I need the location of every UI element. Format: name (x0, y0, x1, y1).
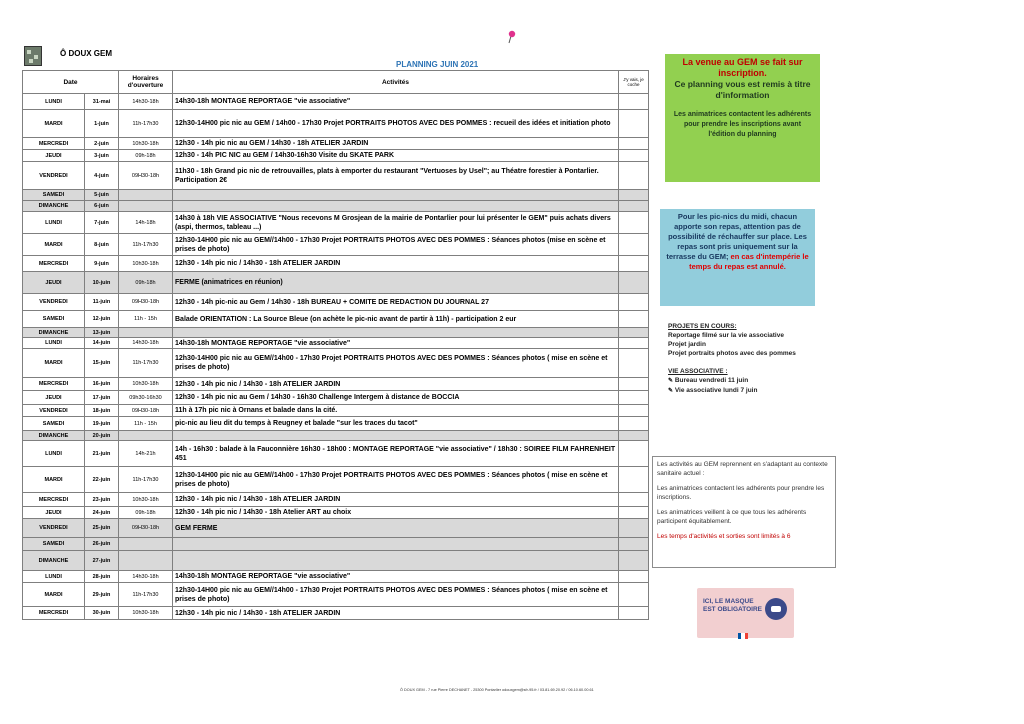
registration-note: La venue au GEM se fait sur inscription. (682, 57, 803, 78)
picnic-info-box (660, 209, 815, 306)
table-row (23, 272, 649, 294)
day-cell: SAMEDI (23, 417, 85, 431)
pushpin-icon (506, 30, 516, 44)
table-row (23, 328, 649, 338)
activity-cell: GEM FERME (173, 519, 619, 538)
table-row (23, 467, 649, 493)
hours-cell: 09h30-16h30 (119, 391, 173, 405)
date-cell: 19-juin (85, 417, 119, 431)
hours-cell: 14h30-18h (119, 94, 173, 110)
day-cell: LUNDI (23, 571, 85, 583)
day-cell: MERCREDI (23, 138, 85, 150)
mask-line1: ICI, LE MASQUE (703, 598, 754, 605)
hours-cell: 10h30-18h (119, 256, 173, 272)
date-cell: 24-juin (85, 507, 119, 519)
table-row (23, 571, 649, 583)
day-cell: MARDI (23, 234, 85, 256)
date-cell: 8-juin (85, 234, 119, 256)
activity-cell: 12h30 - 14h pic nic / 14h30 - 18h ATELIER JARDIN (173, 607, 619, 620)
picnic-warning: en cas d'intempérie le temps du repas est annulé. (689, 252, 809, 271)
date-cell: 28-juin (85, 571, 119, 583)
table-row (23, 311, 649, 328)
activity-cell (173, 538, 619, 551)
date-cell: 7-juin (85, 212, 119, 234)
day-cell: MARDI (23, 110, 85, 138)
table-row (23, 150, 649, 162)
assoc-item: ✎ Bureau vendredi 11 juin (668, 377, 749, 384)
hours-cell: 14h30-18h (119, 571, 173, 583)
checkbox-cell[interactable] (619, 190, 649, 201)
date-cell: 30-juin (85, 607, 119, 620)
date-cell: 16-juin (85, 378, 119, 391)
day-cell: JEUDI (23, 507, 85, 519)
checkbox-cell[interactable] (619, 201, 649, 212)
table-row (23, 507, 649, 519)
table-row (23, 138, 649, 150)
hours-cell: 11h - 15h (119, 417, 173, 431)
date-cell: 23-juin (85, 493, 119, 507)
activity-cell (173, 551, 619, 571)
hours-cell (119, 201, 173, 212)
table-row (23, 338, 649, 349)
hours-cell: 09H30-18h (119, 405, 173, 417)
date-cell: 25-juin (85, 519, 119, 538)
date-cell: 21-juin (85, 441, 119, 467)
day-cell: MERCREDI (23, 493, 85, 507)
activity-cell: Balade ORIENTATION : La Source Bleue (on achète le pic-nic avant de partir à 11h) - participation 2 eur (173, 311, 619, 328)
date-cell: 12-juin (85, 311, 119, 328)
checkbox-cell[interactable] (619, 272, 649, 294)
activity-cell: 12h30 - 14h pic nic au Gem / 14h30 - 16h30 Challenge Intergem à distance de BOCCIA (173, 391, 619, 405)
hours-cell (119, 190, 173, 201)
hours-cell: 10h30-18h (119, 607, 173, 620)
day-cell: SAMEDI (23, 190, 85, 201)
planning-table (22, 70, 649, 620)
hours-cell: 09h-18h (119, 272, 173, 294)
project-item: Projet jardin (668, 341, 706, 348)
activity-cell: 12h30 - 14h pic nic / 14h30 - 18h ATELIER JARDIN (173, 493, 619, 507)
projects-section (668, 322, 818, 396)
checkbox-cell[interactable] (619, 417, 649, 431)
table-row (23, 378, 649, 391)
table-row (23, 391, 649, 405)
activity-cell: 12h30-14H00 pic nic au GEM//14h00 - 17h30 Projet PORTRAITS PHOTOS AVEC DES POMMES : Séances photos ( mise en scène et prises de photo) (173, 583, 619, 607)
hours-cell: 14h30-18h (119, 338, 173, 349)
date-cell: 15-juin (85, 349, 119, 378)
checkbox-cell[interactable] (619, 150, 649, 162)
day-cell: LUNDI (23, 338, 85, 349)
table-row (23, 234, 649, 256)
day-cell: MERCREDI (23, 607, 85, 620)
date-cell: 4-juin (85, 162, 119, 190)
day-cell: DIMANCHE (23, 328, 85, 338)
page-title: PLANNING JUIN 2021 (396, 60, 479, 69)
checkbox-cell[interactable] (619, 212, 649, 234)
activity-cell: 14h30 à 18h VIE ASSOCIATIVE "Nous recevons M Grosjean de la mairie de Pontarlier pour lui présenter le GEM" puis achats divers (aspi, thermos, tableau ...) (173, 212, 619, 234)
checkbox-cell[interactable] (619, 467, 649, 493)
table-row (23, 583, 649, 607)
pencil-icon: ✎ (668, 378, 674, 384)
activity-cell: 12h30 - 14h PIC NIC au GEM / 14h30-16h30 Visite du SKATE PARK (173, 150, 619, 162)
checkbox-cell[interactable] (619, 431, 649, 441)
date-cell: 27-juin (85, 551, 119, 571)
context-paragraph: Les animatrices veillent à ce que tous les adhérents participent équitablement. (657, 509, 807, 525)
context-paragraph: Les activités au GEM reprennent en s'adaptant au contexte sanitaire actuel : (657, 461, 828, 477)
checkbox-cell[interactable] (619, 110, 649, 138)
day-cell: JEUDI (23, 391, 85, 405)
col-header-activities: Activités (173, 71, 619, 94)
checkbox-cell[interactable] (619, 378, 649, 391)
hours-cell: 11h - 15h (119, 311, 173, 328)
gem-logo (24, 46, 42, 66)
day-cell: LUNDI (23, 94, 85, 110)
checkbox-cell[interactable] (619, 234, 649, 256)
activity-cell: 12h30 - 14h pic nic / 14h30 - 18h ATELIER JARDIN (173, 378, 619, 391)
activity-cell: 12h30-14H00 pic nic au GEM//14h00 - 17h30 Projet PORTRAITS PHOTOS AVEC DES POMMES : Séances photos (mise en scène et prises de photo) (173, 234, 619, 256)
context-paragraph: Les animatrices contactent les adhérents pour prendre les inscriptions. (657, 485, 825, 501)
activity-cell (173, 328, 619, 338)
activity-cell (173, 201, 619, 212)
table-row (23, 519, 649, 538)
org-name: Ô DOUX GEM (60, 49, 113, 58)
date-cell: 13-juin (85, 328, 119, 338)
day-cell: DIMANCHE (23, 551, 85, 571)
footer-address: Ô DOUX GEM - 7 rue Pierre DECHANET - 25300 Pontarlier odouxgem@sfr-95.fr / 03.81.69.20.92 / 06.10.60.00.61 (400, 688, 594, 692)
day-cell: VENDREDI (23, 294, 85, 311)
activity-cell: 12h30 - 14h pic-nic au Gem / 14h30 - 18h BUREAU + COMITE DE REDACTION DU JOURNAL 27 (173, 294, 619, 311)
assoc-heading: VIE ASSOCIATIVE : (668, 368, 728, 375)
date-cell: 1-juin (85, 110, 119, 138)
project-item: Projet portraits photos avec des pommes (668, 350, 796, 357)
activity-cell: 12h30 - 14h pic nic / 14h30 - 18h ATELIER JARDIN (173, 256, 619, 272)
table-header-row (23, 71, 649, 94)
day-cell: MARDI (23, 349, 85, 378)
project-item: Reportage filmé sur la vie associative (668, 332, 784, 339)
day-cell: LUNDI (23, 441, 85, 467)
date-cell: 3-juin (85, 150, 119, 162)
table-row (23, 349, 649, 378)
hours-cell: 14h-21h (119, 441, 173, 467)
hours-cell: 10h30-18h (119, 138, 173, 150)
hours-cell (119, 551, 173, 571)
date-cell: 9-juin (85, 256, 119, 272)
checkbox-cell[interactable] (619, 519, 649, 538)
table-row (23, 256, 649, 272)
date-cell: 18-juin (85, 405, 119, 417)
date-cell: 5-juin (85, 190, 119, 201)
activity-cell: 14h30-18h MONTAGE REPORTAGE "vie associative" (173, 571, 619, 583)
table-row (23, 212, 649, 234)
checkbox-cell[interactable] (619, 138, 649, 150)
table-row (23, 551, 649, 571)
activity-cell: 12h30-14H00 pic nic au GEM//14h00 - 17h30 Projet PORTRAITS PHOTOS AVEC DES POMMES : Séances photos ( mise en scène et prises de photo) (173, 467, 619, 493)
day-cell: MERCREDI (23, 378, 85, 391)
activity-cell: 14h30-18h MONTAGE REPORTAGE "vie associative" (173, 338, 619, 349)
table-row (23, 493, 649, 507)
sanitary-context-box (652, 456, 836, 568)
activity-cell: 11h à 17h pic nic à Ornans et balade dans la cité. (173, 405, 619, 417)
activity-cell: 12h30-14H00 pic nic au GEM//14h00 - 17h30 Projet PORTRAITS PHOTOS AVEC DES POMMES : Séances photos ( mise en scène et prises de photo) (173, 349, 619, 378)
table-row (23, 201, 649, 212)
date-cell: 20-juin (85, 431, 119, 441)
checkbox-cell[interactable] (619, 311, 649, 328)
mask-icon (765, 598, 787, 620)
day-cell: JEUDI (23, 272, 85, 294)
date-cell: 17-juin (85, 391, 119, 405)
registration-info-box (665, 54, 820, 182)
date-cell: 31-mai (85, 94, 119, 110)
checkbox-cell[interactable] (619, 294, 649, 311)
table-row (23, 162, 649, 190)
day-cell: SAMEDI (23, 311, 85, 328)
col-header-date: Date (23, 71, 119, 94)
checkbox-cell[interactable] (619, 551, 649, 571)
table-row (23, 538, 649, 551)
hours-cell: 10h30-18h (119, 378, 173, 391)
checkbox-cell[interactable] (619, 391, 649, 405)
day-cell: VENDREDI (23, 162, 85, 190)
date-cell: 2-juin (85, 138, 119, 150)
assoc-item: ✎ Vie associative lundi 7 juin (668, 387, 758, 394)
activity-cell: 11h30 - 18h Grand pic nic de retrouvailles, plats à emporter du restaurant "Vertuoses by Usel"; au Théatre forestier à Pontarlier. Participation 2€ (173, 162, 619, 190)
checkbox-cell[interactable] (619, 349, 649, 378)
mask-line2: EST OBLIGATOIRE (703, 606, 762, 613)
picnic-text: Pour les pic-nics du midi, chacun apporte son repas, attention pas de possibilité de réchauffer sur place. Les repas sont pris uniquement sur la terrasse du GEM; (666, 212, 807, 261)
checkbox-cell[interactable] (619, 405, 649, 417)
checkbox-cell[interactable] (619, 338, 649, 349)
day-cell: DIMANCHE (23, 431, 85, 441)
day-cell: JEUDI (23, 150, 85, 162)
table-row (23, 441, 649, 467)
table-row (23, 405, 649, 417)
activity-cell: 14h - 16h30 : balade à la Fauconnière 16h30 - 18h00 : MONTAGE REPORTAGE "vie associative" / 18h30 : SOIREE FILM FAHRENHEIT 451 (173, 441, 619, 467)
checkbox-cell[interactable] (619, 571, 649, 583)
table-row (23, 294, 649, 311)
table-row (23, 417, 649, 431)
hours-cell: 11h-17h30 (119, 110, 173, 138)
checkbox-cell[interactable] (619, 493, 649, 507)
date-cell: 29-juin (85, 583, 119, 607)
hours-cell: 09H30-18h (119, 294, 173, 311)
planning-info-note: Ce planning vous est remis à titre d'information (674, 79, 811, 100)
french-flag-icon (738, 633, 748, 639)
hours-cell (119, 538, 173, 551)
activity-cell (173, 190, 619, 201)
day-cell: VENDREDI (23, 405, 85, 417)
day-cell: MARDI (23, 583, 85, 607)
contact-note: Les animatrices contactent les adhérents pour prendre les inscriptions avant l'édition du planning (673, 111, 812, 138)
col-header-hours: Horaires d'ouverture (119, 71, 173, 94)
table-row (23, 607, 649, 620)
checkbox-cell[interactable] (619, 441, 649, 467)
checkbox-cell[interactable] (619, 538, 649, 551)
checkbox-cell[interactable] (619, 94, 649, 110)
date-cell: 10-juin (85, 272, 119, 294)
day-cell: DIMANCHE (23, 201, 85, 212)
day-cell: MERCREDI (23, 256, 85, 272)
mask-poster (697, 588, 794, 638)
activity-cell: FERME (animatrices en réunion) (173, 272, 619, 294)
day-cell: SAMEDI (23, 538, 85, 551)
hours-cell: 11h-17h30 (119, 583, 173, 607)
activity-cell (173, 431, 619, 441)
table-row (23, 431, 649, 441)
checkbox-cell[interactable] (619, 507, 649, 519)
date-cell: 26-juin (85, 538, 119, 551)
checkbox-cell[interactable] (619, 328, 649, 338)
date-cell: 11-juin (85, 294, 119, 311)
date-cell: 22-juin (85, 467, 119, 493)
activity-cell: 12h30-14H00 pic nic au GEM / 14h00 - 17h30 Projet PORTRAITS PHOTOS AVEC DES POMMES : recueil des idées et initiation photo (173, 110, 619, 138)
table-row (23, 110, 649, 138)
hours-cell: 10h30-18h (119, 493, 173, 507)
checkbox-cell[interactable] (619, 607, 649, 620)
hours-cell: 11h-17h30 (119, 234, 173, 256)
hours-cell (119, 431, 173, 441)
day-cell: MARDI (23, 467, 85, 493)
hours-cell: 11h-17h30 (119, 467, 173, 493)
hours-cell: 09H30-18h (119, 519, 173, 538)
activity-cell: 14h30-18h MONTAGE REPORTAGE "vie associative" (173, 94, 619, 110)
pencil-icon: ✎ (668, 388, 674, 394)
table-row (23, 190, 649, 201)
col-header-check: J'y vais, je coche (619, 71, 649, 94)
activity-cell: 12h30 - 14h pic nic au GEM / 14h30 - 18h ATELIER JARDIN (173, 138, 619, 150)
context-limit: Les temps d'activités et sorties sont limités à 6 (657, 533, 791, 540)
hours-cell (119, 328, 173, 338)
hours-cell: 09h-18h (119, 150, 173, 162)
activity-cell: pic-nic au lieu dit du temps à Reugney et balade "sur les traces du tacot" (173, 417, 619, 431)
hours-cell: 11h-17h30 (119, 349, 173, 378)
hours-cell: 09h-18h (119, 507, 173, 519)
checkbox-cell[interactable] (619, 583, 649, 607)
checkbox-cell[interactable] (619, 162, 649, 190)
activity-cell: 12h30 - 14h pic nic / 14h30 - 18h Atelier ART au choix (173, 507, 619, 519)
hours-cell: 14h-18h (119, 212, 173, 234)
table-row (23, 94, 649, 110)
checkbox-cell[interactable] (619, 256, 649, 272)
hours-cell: 09H30-18h (119, 162, 173, 190)
date-cell: 14-juin (85, 338, 119, 349)
day-cell: LUNDI (23, 212, 85, 234)
projects-heading: PROJETS EN COURS: (668, 323, 737, 330)
day-cell: VENDREDI (23, 519, 85, 538)
date-cell: 6-juin (85, 201, 119, 212)
